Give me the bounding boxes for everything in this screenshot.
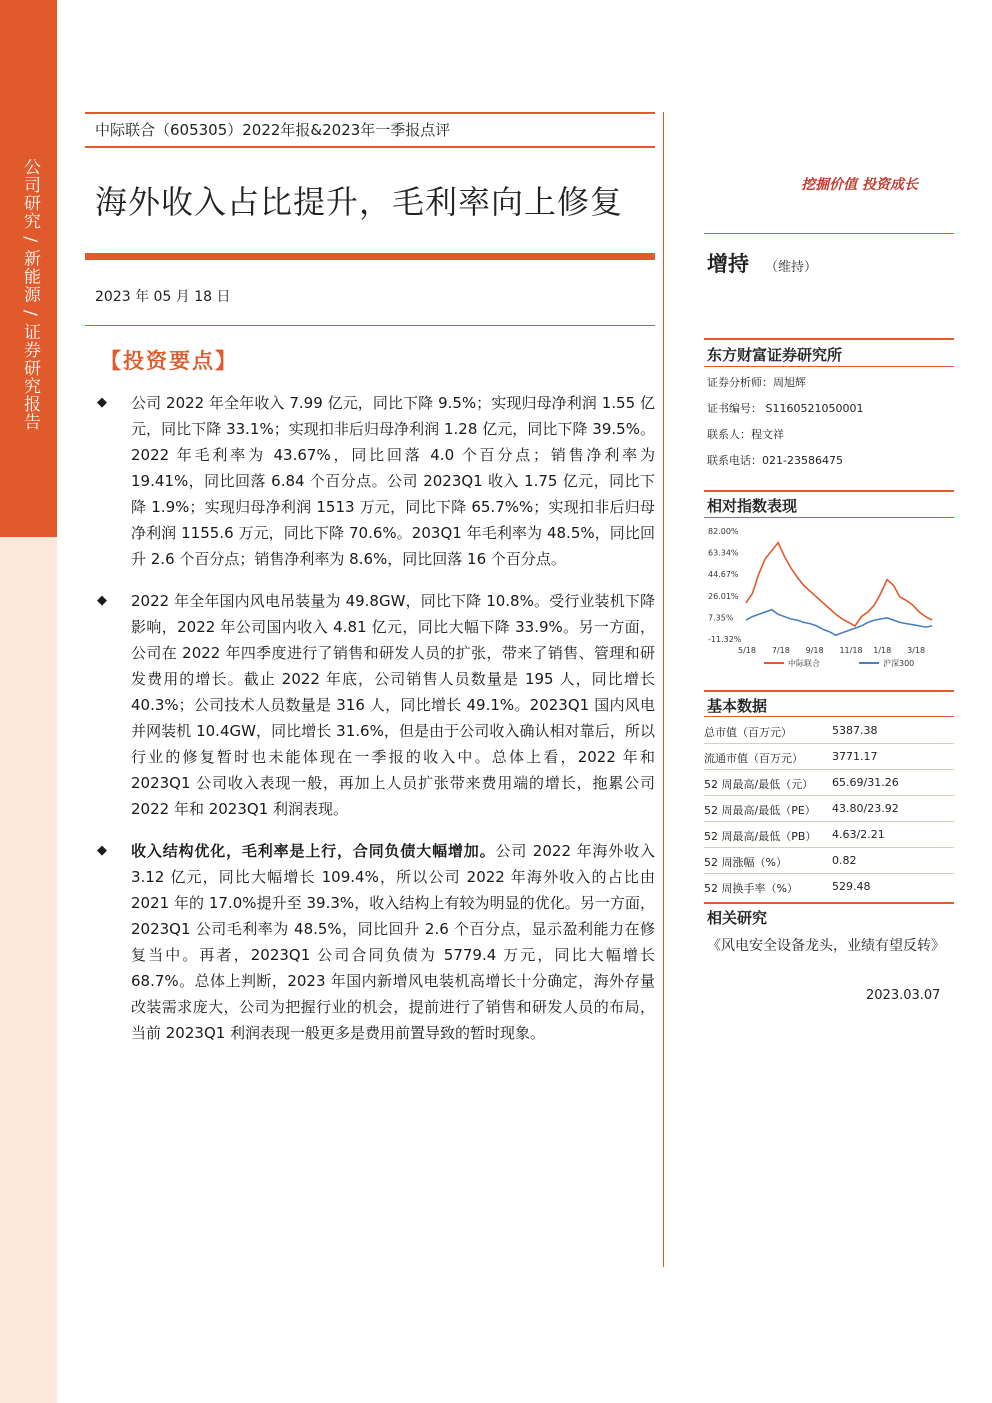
basic-data-value: 43.80/23.92 <box>832 802 899 815</box>
rating-sub: （维持） <box>765 260 818 275</box>
bullet-item <box>95 588 655 822</box>
y-tick-label: 82.00% <box>708 527 739 536</box>
basic-data-row <box>704 796 954 822</box>
diamond-icon: ◆ <box>97 843 107 858</box>
x-tick-label: 1/18 <box>873 646 892 655</box>
bullet-item <box>95 390 655 572</box>
basic-data-key: 流通市值（百万元） <box>704 752 803 765</box>
institute-rule-thin <box>704 366 954 367</box>
basic-data-row <box>704 770 954 796</box>
slogan: 挖掘价值 投资成长 <box>801 177 918 193</box>
bullet-bold-lead: 收入结构优化，毛利率是上行，合同负债大幅增加。 <box>131 842 496 860</box>
y-tick-label: 63.34% <box>708 548 739 558</box>
basic-rule-thin <box>704 716 954 717</box>
diamond-icon: ◆ <box>97 593 107 608</box>
header-rule-top <box>85 112 655 114</box>
y-tick-label: -11.32% <box>708 635 742 644</box>
bullet-text: 2022 年全年国内风电吊装量为 49.8GW，同比下降 10.8%。受行业装机下降影响，2022 年公司国内收入 4.81 亿元，同比大幅下降 33.9%。另一方面，公司在 2022 年四季度进行了销售和研发人员的扩张，带来了销售、管理和研发费用的增长。截止 2022 年底，公司销售人员数量是 195 人，同比增长 40.3%；公司技术人员数量是 316 人，同比增长 49.1%。2023Q1 国内风电并网装机 10.4GW，同比增长 31.6%，但是由于公司收入确认相对靠后，所以行业的修复暂时也未能体现在一季报的收入中。总体上看，2022 年和 2023Q1 公司收入表现一般，再加上人员扩张带来费用端的增长，拖累公司 2022 年和 2023Q1 利润表现。 <box>131 592 655 818</box>
basic-data-row <box>704 822 954 848</box>
sidebar-band-light <box>0 537 57 1403</box>
related-date: 2023.03.07 <box>866 988 941 1003</box>
column-divider <box>663 112 664 1267</box>
institute-rule <box>704 338 954 340</box>
report-date: 2023 年 05 月 18 日 <box>95 289 231 305</box>
y-tick-label: 26.01% <box>708 591 739 601</box>
basic-data-key: 52 周最高/最低（PE） <box>704 804 816 817</box>
basic-data-value: 529.48 <box>832 880 871 893</box>
contact-person: 联系人：程文祥 <box>707 428 784 441</box>
diamond-icon: ◆ <box>97 395 107 410</box>
contact-phone: 联系电话：021-23586475 <box>707 454 843 467</box>
rating-label: 增持 <box>707 252 749 276</box>
basic-data-key: 总市值（百万元） <box>704 726 792 739</box>
basic-data-row <box>704 848 954 874</box>
bullet-item <box>95 838 655 1046</box>
basic-data-key: 52 周最高/最低（元） <box>704 778 814 791</box>
report-type: 中际联合（605305）2022年报&2023年一季报点评 <box>95 121 451 139</box>
bullet-text: 公司 2022 年海外收入 3.12 亿元，同比大幅增长 109.4%，所以公司 2022 年海外收入的占比由 2021 年的 17.0%提升至 39.3%，收入结构上有较为明显的优化。另一方面，2023Q1 公司毛利率为 48.5%，同比回升 2.6 个百分点，显示盈利能力在修复当中。再者，2023Q1 公司合同负债为 5779.4 万元，同比大幅增长 68.7%。总体上判断，2023 年国内新增风电装机高增长十分确定，海外存量改装需求庞大，公司为把握行业的机会，提前进行了销售和研发人员的布局，当前 2023Q1 利润表现一般更多是费用前置导致的暂时现象。 <box>131 842 655 1042</box>
related-title: 相关研究 <box>707 909 768 927</box>
basic-data-key: 52 周换手率（%） <box>704 882 798 895</box>
page-title: 海外收入占比提升，毛利率向上修复 <box>95 183 624 221</box>
x-tick-label: 11/18 <box>839 646 863 655</box>
basic-data-key: 52 周最高/最低（PB） <box>704 830 817 843</box>
basic-data-value: 3771.17 <box>832 750 878 763</box>
bullet-text: 公司 2022 年全年收入 7.99 亿元，同比下降 9.5%；实现归母净利润 1.55 亿元，同比下降 33.1%；实现扣非后归母净利润 1.28 亿元，同比下降 39.5%。2022 年毛利率为 43.67%，同比回落 4.0 个百分点；销售净利率为 19.41%，同比回落 6.84 个百分点。公司 2023Q1 收入 1.75 亿元，同比下降 1.9%；实现归母净利润 1513 万元，同比下降 65.7%%；实现扣非后归母净利润 1155.6 万元，同比下降 70.6%。203Q1 年毛利率为 48.5%，同比回升 2.6 个百分点；销售净利率为 8.6%，同比回落 16 个百分点。 <box>131 394 655 568</box>
legend-label: 中际联合 <box>788 659 820 668</box>
title-bar <box>85 253 655 260</box>
header-rule-bottom <box>85 146 655 148</box>
basic-data-row <box>704 718 954 744</box>
basic-data-row <box>704 874 954 900</box>
x-tick-label: 5/18 <box>738 646 756 655</box>
x-tick-label: 7/18 <box>771 646 790 655</box>
basic-data-row <box>704 744 954 770</box>
basic-data-value: 5387.38 <box>832 724 878 737</box>
cert-number: 证书编号： S1160521050001 <box>707 402 864 415</box>
rating-rule <box>704 233 954 234</box>
sidebar-category: 公司研究 / 新能源 / 证券研究报告 <box>20 158 40 432</box>
chart-rule <box>704 490 954 492</box>
basic-data-value: 4.63/2.21 <box>832 828 885 841</box>
series-line-1 <box>746 543 932 626</box>
relative-performance-chart <box>704 521 954 676</box>
x-tick-label: 3/18 <box>907 646 926 655</box>
bullet-list <box>95 390 655 1062</box>
basic-rule <box>704 690 954 692</box>
related-rule <box>704 902 954 904</box>
x-tick-label: 9/18 <box>805 646 824 655</box>
basic-data-key: 52 周涨幅（%） <box>704 856 787 869</box>
chart-section-title: 相对指数表现 <box>707 497 798 515</box>
related-report-link[interactable]: 《风电安全设备龙头，业绩有望反转》 <box>707 938 945 954</box>
section-title: 【投资要点】 <box>100 349 238 373</box>
legend-label: 沪深300 <box>883 659 915 668</box>
basic-data-title: 基本数据 <box>707 697 768 715</box>
y-tick-label: 7.35% <box>708 613 734 623</box>
analyst-name: 证券分析师：周旭辉 <box>707 376 806 389</box>
y-tick-label: 44.67% <box>708 570 739 580</box>
basic-data-value: 0.82 <box>832 854 857 867</box>
institute-name: 东方财富证券研究所 <box>707 346 843 364</box>
basic-data-value: 65.69/31.26 <box>832 776 899 789</box>
date-rule <box>85 325 655 326</box>
chart-rule-thin <box>704 517 954 518</box>
series-line-2 <box>746 610 932 636</box>
